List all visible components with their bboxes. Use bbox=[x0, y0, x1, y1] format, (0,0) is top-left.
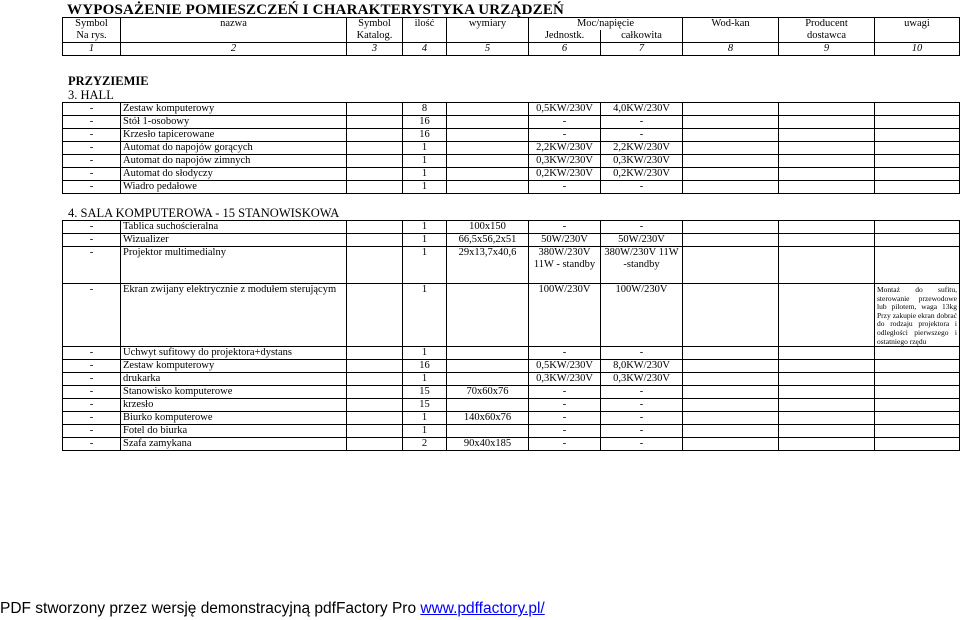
cell-power-total: - bbox=[601, 425, 683, 438]
cell-quantity: 16 bbox=[403, 360, 447, 373]
cell-symbol-katalog bbox=[347, 386, 403, 399]
cell-wodkan bbox=[683, 168, 779, 181]
header-producent-line2: dostawca bbox=[779, 30, 875, 43]
cell-power-total: - bbox=[601, 438, 683, 451]
cell-remarks bbox=[875, 129, 960, 142]
cell-power-unit: - bbox=[529, 425, 601, 438]
cell-symbol-katalog bbox=[347, 412, 403, 425]
cell-symbol-katalog bbox=[347, 373, 403, 386]
cell-dimensions bbox=[447, 373, 529, 386]
cell-producer bbox=[779, 142, 875, 155]
cell-name: Stół 1-osobowy bbox=[121, 116, 347, 129]
cell-power-unit: 100W/230V bbox=[529, 284, 601, 347]
section-sala-title: 4. SALA KOMPUTEROWA - 15 STANOWISKOWA bbox=[68, 206, 340, 220]
cell-symbol-katalog bbox=[347, 425, 403, 438]
table-row bbox=[63, 399, 960, 412]
table-row bbox=[63, 168, 960, 181]
cell-power-unit: 0,5KW/230V bbox=[529, 103, 601, 116]
cell-symbol-katalog bbox=[347, 168, 403, 181]
cell-symbol-katalog bbox=[347, 347, 403, 360]
cell-symbol: - bbox=[63, 284, 121, 347]
column-number: 2 bbox=[121, 43, 347, 56]
header-symbol-katalog-line2: Katalog. bbox=[347, 30, 403, 43]
cell-symbol: - bbox=[63, 386, 121, 399]
cell-name: Zestaw komputerowy bbox=[121, 103, 347, 116]
cell-symbol-katalog bbox=[347, 155, 403, 168]
cell-power-unit: - bbox=[529, 129, 601, 142]
header-wodkan: Wod-kan bbox=[683, 18, 779, 31]
cell-symbol-katalog bbox=[347, 103, 403, 116]
cell-quantity: 16 bbox=[403, 129, 447, 142]
cell-symbol: - bbox=[63, 399, 121, 412]
cell-remarks bbox=[875, 373, 960, 386]
cell-dimensions: 66,5x56,2x51 bbox=[447, 234, 529, 247]
table-row bbox=[63, 129, 960, 142]
cell-name: Uchwyt sufitowy do projektora+dystans bbox=[121, 347, 347, 360]
cell-power-total: 8,0KW/230V bbox=[601, 360, 683, 373]
cell-producer bbox=[779, 168, 875, 181]
cell-quantity: 2 bbox=[403, 438, 447, 451]
cell-name: Krzesło tapicerowane bbox=[121, 129, 347, 142]
cell-power-unit: 0,3KW/230V bbox=[529, 155, 601, 168]
cell-symbol: - bbox=[63, 129, 121, 142]
cell-power-total: - bbox=[601, 347, 683, 360]
cell-quantity: 8 bbox=[403, 103, 447, 116]
cell-producer bbox=[779, 155, 875, 168]
cell-power-unit: - bbox=[529, 221, 601, 234]
cell-symbol: - bbox=[63, 412, 121, 425]
cell-symbol-katalog bbox=[347, 399, 403, 412]
cell-symbol: - bbox=[63, 234, 121, 247]
cell-power-total: - bbox=[601, 386, 683, 399]
table-row bbox=[63, 386, 960, 399]
header-ilosc: ilość bbox=[403, 18, 447, 31]
cell-symbol: - bbox=[63, 425, 121, 438]
header-symbol: Symbol bbox=[63, 18, 121, 31]
cell-symbol-katalog bbox=[347, 221, 403, 234]
cell-wodkan bbox=[683, 142, 779, 155]
cell-quantity: 1 bbox=[403, 373, 447, 386]
cell-producer bbox=[779, 247, 875, 284]
cell-name: Ekran zwijany elektrycznie z modułem sterującym bbox=[121, 284, 347, 347]
cell-symbol: - bbox=[63, 116, 121, 129]
header-nazwa: nazwa bbox=[121, 18, 347, 31]
cell-remarks bbox=[875, 247, 960, 284]
cell-symbol-katalog bbox=[347, 181, 403, 194]
cell-remarks bbox=[875, 103, 960, 116]
column-number: 9 bbox=[779, 43, 875, 56]
cell-wodkan bbox=[683, 116, 779, 129]
cell-power-unit: 0,5KW/230V bbox=[529, 360, 601, 373]
header-moc: Moc/napięcie bbox=[529, 18, 683, 31]
column-number: 10 bbox=[875, 43, 960, 56]
footer-text: PDF stworzony przez wersję demonstracyjną pdfFactory Pro bbox=[0, 600, 421, 617]
cell-power-total: 0,2KW/230V bbox=[601, 168, 683, 181]
cell-dimensions bbox=[447, 284, 529, 347]
table-row bbox=[63, 103, 960, 116]
cell-power-unit: - bbox=[529, 412, 601, 425]
cell-power-total: - bbox=[601, 412, 683, 425]
cell-wodkan bbox=[683, 438, 779, 451]
cell-producer bbox=[779, 425, 875, 438]
column-number: 7 bbox=[601, 43, 683, 56]
cell-wodkan bbox=[683, 425, 779, 438]
cell-dimensions: 100x150 bbox=[447, 221, 529, 234]
cell-quantity: 1 bbox=[403, 425, 447, 438]
cell-remarks bbox=[875, 116, 960, 129]
cell-symbol: - bbox=[63, 247, 121, 284]
cell-wodkan bbox=[683, 399, 779, 412]
column-number: 5 bbox=[447, 43, 529, 56]
cell-name: krzesło bbox=[121, 399, 347, 412]
cell-symbol-katalog bbox=[347, 142, 403, 155]
cell-wodkan bbox=[683, 221, 779, 234]
cell-power-total: - bbox=[601, 129, 683, 142]
column-number: 8 bbox=[683, 43, 779, 56]
cell-power-unit: - bbox=[529, 181, 601, 194]
cell-name: Szafa zamykana bbox=[121, 438, 347, 451]
cell-symbol-katalog bbox=[347, 129, 403, 142]
cell-name: Automat do słodyczy bbox=[121, 168, 347, 181]
table-row bbox=[63, 116, 960, 129]
cell-remarks bbox=[875, 412, 960, 425]
cell-dimensions: 140x60x76 bbox=[447, 412, 529, 425]
cell-quantity: 1 bbox=[403, 221, 447, 234]
cell-quantity: 1 bbox=[403, 168, 447, 181]
cell-producer bbox=[779, 181, 875, 194]
cell-quantity: 1 bbox=[403, 347, 447, 360]
cell-symbol-katalog bbox=[347, 438, 403, 451]
cell-quantity: 1 bbox=[403, 284, 447, 347]
cell-dimensions bbox=[447, 168, 529, 181]
cell-producer bbox=[779, 221, 875, 234]
cell-power-unit: - bbox=[529, 386, 601, 399]
cell-power-total: 0,3KW/230V bbox=[601, 373, 683, 386]
table-row bbox=[63, 221, 960, 234]
cell-wodkan bbox=[683, 181, 779, 194]
table-row bbox=[63, 284, 960, 347]
table-row bbox=[63, 373, 960, 386]
cell-producer bbox=[779, 399, 875, 412]
cell-remarks bbox=[875, 155, 960, 168]
cell-dimensions bbox=[447, 360, 529, 373]
cell-symbol: - bbox=[63, 168, 121, 181]
cell-symbol: - bbox=[63, 155, 121, 168]
cell-quantity: 1 bbox=[403, 142, 447, 155]
cell-name: Tablica suchościeralna bbox=[121, 221, 347, 234]
cell-quantity: 1 bbox=[403, 234, 447, 247]
cell-producer bbox=[779, 360, 875, 373]
footer-watermark bbox=[0, 600, 545, 618]
cell-dimensions bbox=[447, 181, 529, 194]
table-row bbox=[63, 181, 960, 194]
cell-producer bbox=[779, 116, 875, 129]
cell-power-unit: 380W/230V 11W - standby bbox=[529, 247, 601, 284]
cell-dimensions bbox=[447, 425, 529, 438]
cell-name: Zestaw komputerowy bbox=[121, 360, 347, 373]
header-symbol-katalog: Symbol bbox=[347, 18, 403, 31]
column-number: 6 bbox=[529, 43, 601, 56]
document-title: WYPOSAŻENIE POMIESZCZEŃ I CHARAKTERYSTYKA URZĄDZEŃ bbox=[67, 2, 565, 18]
footer-link[interactable]: www.pdffactory.pl/ bbox=[420, 600, 545, 617]
cell-wodkan bbox=[683, 360, 779, 373]
cell-power-unit: - bbox=[529, 438, 601, 451]
cell-dimensions bbox=[447, 116, 529, 129]
cell-symbol-katalog bbox=[347, 234, 403, 247]
cell-remarks bbox=[875, 234, 960, 247]
cell-remarks bbox=[875, 221, 960, 234]
cell-symbol: - bbox=[63, 142, 121, 155]
cell-dimensions: 90x40x185 bbox=[447, 438, 529, 451]
cell-producer bbox=[779, 438, 875, 451]
header-uwagi: uwagi bbox=[875, 18, 960, 31]
cell-remarks bbox=[875, 425, 960, 438]
cell-wodkan bbox=[683, 234, 779, 247]
cell-remarks bbox=[875, 347, 960, 360]
cell-producer bbox=[779, 386, 875, 399]
section-hall-title: 3. HALL bbox=[68, 88, 114, 102]
header-symbol-line2: Na rys. bbox=[63, 30, 121, 43]
table-row bbox=[63, 247, 960, 284]
cell-remarks bbox=[875, 142, 960, 155]
cell-symbol: - bbox=[63, 181, 121, 194]
cell-dimensions: 70x60x76 bbox=[447, 386, 529, 399]
cell-power-total: 2,2KW/230V bbox=[601, 142, 683, 155]
header-producent: Producent bbox=[779, 18, 875, 31]
cell-power-unit: 0,3KW/230V bbox=[529, 373, 601, 386]
cell-symbol: - bbox=[63, 347, 121, 360]
cell-power-total: - bbox=[601, 399, 683, 412]
cell-wodkan bbox=[683, 247, 779, 284]
header-moc-calkowita: całkowita bbox=[601, 30, 683, 43]
table-row bbox=[63, 360, 960, 373]
cell-wodkan bbox=[683, 386, 779, 399]
cell-producer bbox=[779, 103, 875, 116]
cell-name: Automat do napojów zimnych bbox=[121, 155, 347, 168]
cell-remarks bbox=[875, 360, 960, 373]
cell-remarks bbox=[875, 181, 960, 194]
cell-power-total: 100W/230V bbox=[601, 284, 683, 347]
cell-producer bbox=[779, 412, 875, 425]
cell-wodkan bbox=[683, 155, 779, 168]
cell-producer bbox=[779, 373, 875, 386]
hall-table bbox=[62, 102, 960, 194]
cell-symbol: - bbox=[63, 221, 121, 234]
cell-dimensions: 29x13,7x40,6 bbox=[447, 247, 529, 284]
cell-wodkan bbox=[683, 129, 779, 142]
cell-power-total: - bbox=[601, 116, 683, 129]
cell-remarks bbox=[875, 399, 960, 412]
cell-quantity: 1 bbox=[403, 412, 447, 425]
cell-power-total: 380W/230V 11W -standby bbox=[601, 247, 683, 284]
cell-quantity: 16 bbox=[403, 116, 447, 129]
table-row bbox=[63, 234, 960, 247]
cell-symbol-katalog bbox=[347, 116, 403, 129]
cell-power-total: 0,3KW/230V bbox=[601, 155, 683, 168]
cell-power-unit: 0,2KW/230V bbox=[529, 168, 601, 181]
cell-dimensions bbox=[447, 347, 529, 360]
cell-dimensions bbox=[447, 103, 529, 116]
cell-quantity: 15 bbox=[403, 399, 447, 412]
cell-dimensions bbox=[447, 399, 529, 412]
cell-name: Stanowisko komputerowe bbox=[121, 386, 347, 399]
table-row bbox=[63, 438, 960, 451]
column-header-table bbox=[62, 17, 960, 56]
cell-producer bbox=[779, 284, 875, 347]
table-row bbox=[63, 142, 960, 155]
cell-dimensions bbox=[447, 142, 529, 155]
cell-name: Wiadro pedałowe bbox=[121, 181, 347, 194]
cell-power-total: - bbox=[601, 221, 683, 234]
cell-producer bbox=[779, 347, 875, 360]
column-number: 1 bbox=[63, 43, 121, 56]
cell-quantity: 1 bbox=[403, 155, 447, 168]
cell-symbol-katalog bbox=[347, 284, 403, 347]
cell-name: Projektor multimedialny bbox=[121, 247, 347, 284]
cell-wodkan bbox=[683, 347, 779, 360]
cell-power-unit: - bbox=[529, 116, 601, 129]
column-number: 3 bbox=[347, 43, 403, 56]
cell-power-unit: 50W/230V bbox=[529, 234, 601, 247]
cell-symbol: - bbox=[63, 373, 121, 386]
cell-symbol: - bbox=[63, 438, 121, 451]
cell-name: Wizualizer bbox=[121, 234, 347, 247]
cell-name: Biurko komputerowe bbox=[121, 412, 347, 425]
cell-quantity: 1 bbox=[403, 247, 447, 284]
cell-name: Fotel do biurka bbox=[121, 425, 347, 438]
cell-dimensions bbox=[447, 155, 529, 168]
cell-power-total: - bbox=[601, 181, 683, 194]
cell-quantity: 1 bbox=[403, 181, 447, 194]
cell-wodkan bbox=[683, 373, 779, 386]
column-number: 4 bbox=[403, 43, 447, 56]
cell-name: drukarka bbox=[121, 373, 347, 386]
cell-producer bbox=[779, 129, 875, 142]
header-wymiary: wymiary bbox=[447, 18, 529, 31]
cell-dimensions bbox=[447, 129, 529, 142]
cell-symbol-katalog bbox=[347, 360, 403, 373]
table-row bbox=[63, 412, 960, 425]
cell-remarks bbox=[875, 168, 960, 181]
cell-producer bbox=[779, 234, 875, 247]
cell-symbol-katalog bbox=[347, 247, 403, 284]
cell-wodkan bbox=[683, 412, 779, 425]
cell-remarks bbox=[875, 386, 960, 399]
floor-title: PRZYZIEMIE bbox=[68, 74, 149, 88]
cell-remarks bbox=[875, 438, 960, 451]
sala-table bbox=[62, 220, 960, 451]
cell-name: Automat do napojów gorących bbox=[121, 142, 347, 155]
cell-power-unit: - bbox=[529, 399, 601, 412]
cell-wodkan bbox=[683, 103, 779, 116]
header-moc-jednostk: Jednostk. bbox=[529, 30, 601, 43]
table-row bbox=[63, 347, 960, 360]
table-row bbox=[63, 155, 960, 168]
cell-symbol: - bbox=[63, 103, 121, 116]
cell-symbol: - bbox=[63, 360, 121, 373]
cell-wodkan bbox=[683, 284, 779, 347]
cell-remarks: Montaż do sufitu, sterowanie przewodowe lub pilotem, waga 13kg Przy zakupie ekran dobrać do rodzaju projektora i odległości pierwszego i ostatniego rzędu bbox=[875, 284, 960, 347]
cell-power-unit: 2,2KW/230V bbox=[529, 142, 601, 155]
cell-quantity: 15 bbox=[403, 386, 447, 399]
cell-power-unit: - bbox=[529, 347, 601, 360]
cell-power-total: 50W/230V bbox=[601, 234, 683, 247]
cell-power-total: 4,0KW/230V bbox=[601, 103, 683, 116]
table-row bbox=[63, 425, 960, 438]
